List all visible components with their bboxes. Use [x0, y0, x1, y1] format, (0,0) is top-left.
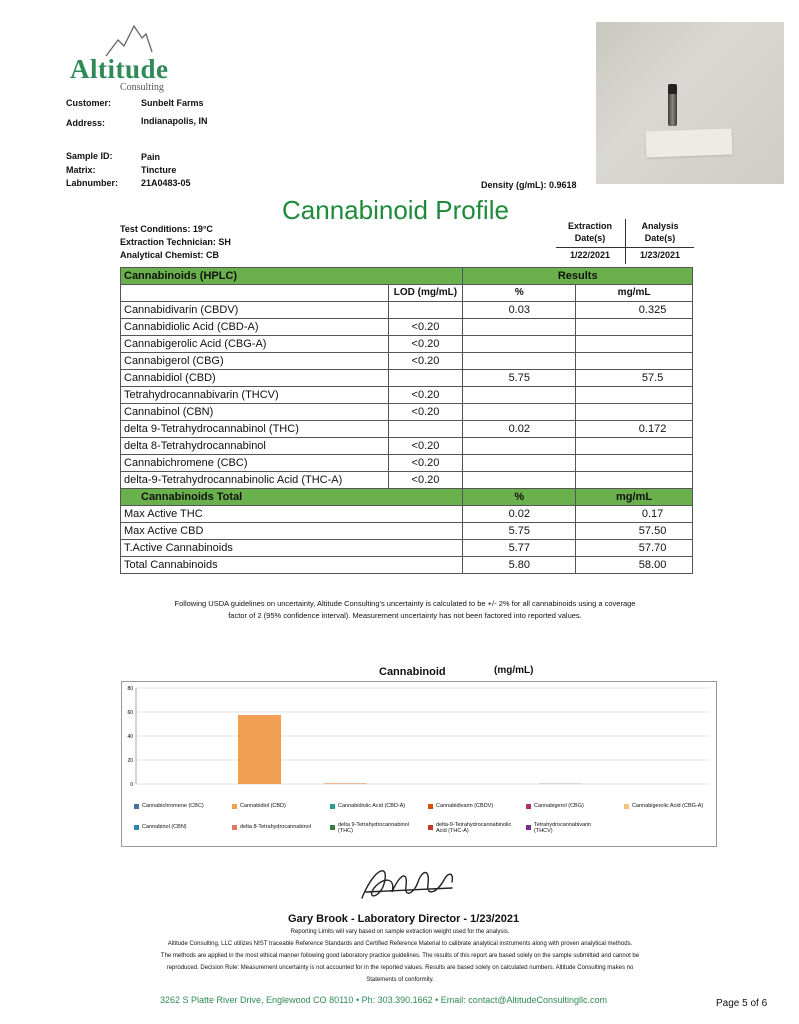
row-lod: <0.20: [388, 387, 463, 404]
row-name: Cannabidiol (CBD): [121, 370, 389, 387]
table-row: [121, 472, 693, 489]
footer-line5: Statements of conformity.: [366, 977, 434, 983]
legend-label-line2: (THC): [338, 828, 353, 834]
totals-pct: 5.77: [463, 540, 576, 557]
footer-line1: Reporting Limits will vary based on sample extraction weight used for the analysis.: [290, 929, 510, 935]
row-mg: [576, 455, 693, 472]
totals-row: [121, 506, 693, 523]
legend-label: [142, 803, 204, 809]
footer-line3: The methods are applied in the most ethical manner following good laboratory practice guidelines. The results of this report are based solely on the sample submitted and cannot be: [160, 953, 640, 959]
test-conditions: Test Conditions: 19°C: [120, 224, 213, 234]
labnumber-value: 21A0483-05: [141, 178, 191, 188]
density: Density (g/mL): 0.9618: [481, 180, 577, 190]
legend-label-line1: Cannabinol (CBN): [142, 824, 187, 830]
y-tick-label: 80: [127, 686, 133, 692]
totals-row: [121, 557, 693, 574]
extraction-date-label: [556, 221, 624, 243]
column-header-row: [121, 285, 693, 302]
page-number: Page 5 of 6: [716, 998, 768, 1009]
col-mg-header: mg/mL: [576, 285, 693, 302]
row-mg: 57.5: [576, 370, 693, 387]
dates-divider-v: [625, 219, 626, 264]
legend-swatch: [624, 804, 629, 809]
row-mg: [576, 472, 693, 489]
analysis-date: 1/23/2021: [639, 250, 681, 260]
customer-label: Customer:: [66, 98, 112, 108]
matrix-label: Matrix:: [66, 165, 96, 175]
legend-label-line1: delta-9-Tetrahydrocannabinolic: [436, 822, 512, 828]
analysis-label-line2: Date(s): [644, 233, 676, 243]
row-pct: [463, 353, 576, 370]
row-name: Tetrahydrocannabivarin (THCV): [121, 387, 389, 404]
totals-row: [121, 523, 693, 540]
bar: [238, 715, 281, 784]
extraction-label-line2: Date(s): [574, 233, 606, 243]
row-mg: [576, 319, 693, 336]
footer-address: 3262 S Platte River Drive, Englewood CO 80110 • Ph: 303.390.1662 • Email: contact@AltitudeConsultingllc.com: [160, 995, 608, 1005]
legend-label: [436, 803, 493, 809]
company-logo: [66, 22, 176, 92]
footer-line4: reproduced. Decision Rule: Measurement uncertainty is not accounted for in the reported values. Results are based solely on calculated numbers. Altitude Consulting makes no: [166, 965, 634, 971]
row-mg: [576, 438, 693, 455]
legend-swatch: [232, 804, 237, 809]
legend-label: [338, 803, 405, 809]
legend-swatch: [428, 804, 433, 809]
row-pct: [463, 387, 576, 404]
row-name: delta 9-Tetrahydrocannabinol (THC): [121, 421, 389, 438]
table-body: [121, 302, 693, 489]
totals-body: [121, 506, 693, 574]
dates-divider-h: [556, 247, 694, 248]
legend-label: [142, 824, 187, 830]
photo-label-card: [646, 129, 733, 158]
legend-label-line1: Cannabidivarin (CBDV): [436, 803, 494, 809]
table-header-row: [121, 268, 693, 285]
row-name: Cannabigerolic Acid (CBG-A): [121, 336, 389, 353]
row-lod: <0.20: [388, 438, 463, 455]
totals-pct-header: %: [463, 489, 576, 506]
extraction-technician: Extraction Technician: SH: [120, 237, 231, 247]
legend-label-line1: Tetrahydrocannabivarin: [534, 822, 592, 828]
row-pct: [463, 336, 576, 353]
analysis-label-line1: Analysis: [641, 221, 679, 231]
table-row: [121, 387, 693, 404]
row-lod: <0.20: [388, 404, 463, 421]
row-pct: [463, 404, 576, 421]
y-tick-label: 40: [127, 734, 133, 740]
footer-disclaimer: [90, 926, 710, 986]
totals-pct: 5.75: [463, 523, 576, 540]
row-pct: [463, 438, 576, 455]
row-mg: [576, 404, 693, 421]
table-row: [121, 404, 693, 421]
legend-label-line1: Cannabidiol (CBD): [240, 803, 286, 809]
table-row: [121, 438, 693, 455]
mountain-icon: [104, 22, 154, 58]
y-tick-label: 20: [127, 758, 133, 764]
totals-name: Total Cannabinoids: [121, 557, 463, 574]
row-name: delta 8-Tetrahydrocannabinol: [121, 438, 389, 455]
row-name: Cannabinol (CBN): [121, 404, 389, 421]
logo-sub: Consulting: [120, 82, 164, 93]
hplc-header: Cannabinoids (HPLC): [121, 268, 463, 285]
legend-label-line1: Cannabichromene (CBC): [142, 803, 204, 809]
labnumber-label: Labnumber:: [66, 178, 119, 188]
address-label: Address:: [66, 118, 106, 128]
row-pct: 5.75: [463, 370, 576, 387]
legend-label: [436, 822, 511, 834]
logo-name: Altitude: [70, 54, 169, 84]
signature-mark: [356, 858, 466, 906]
legend-label-line1: delta 9-Tetrahydrocannabinol: [338, 822, 409, 828]
totals-header-row: [121, 489, 693, 506]
row-lod: [388, 302, 463, 319]
row-lod: [388, 421, 463, 438]
totals-name: Max Active CBD: [121, 523, 463, 540]
row-pct: 0.03: [463, 302, 576, 319]
row-lod: [388, 370, 463, 387]
legend-swatch: [526, 825, 531, 830]
row-mg: [576, 387, 693, 404]
footer-line2: Altitude Consulting, LLC utilizes NIST traceable Reference Standards and Certified Reference Material to calibrate analytical instruments along with proven analytical methods.: [167, 941, 633, 947]
row-pct: [463, 472, 576, 489]
totals-mg: 0.17: [576, 506, 693, 523]
legend-label: [534, 803, 584, 809]
row-lod: <0.20: [388, 353, 463, 370]
row-mg: [576, 336, 693, 353]
analysis-date-label: [626, 221, 694, 243]
table-row: [121, 319, 693, 336]
y-tick-label: 60: [127, 710, 133, 716]
legend-swatch: [330, 825, 335, 830]
legend-label-line1: delta 8-Tetrahydrocannabinol: [240, 824, 311, 830]
legend-swatch: [232, 825, 237, 830]
legend-label-line1: Cannabigerol (CBG): [534, 803, 584, 809]
table-row: [121, 336, 693, 353]
totals-row: [121, 540, 693, 557]
row-name: delta-9-Tetrahydrocannabinolic Acid (THC-A): [121, 472, 389, 489]
chart-unit: (mg/mL): [494, 665, 534, 676]
totals-mg: 57.50: [576, 523, 693, 540]
y-tick-label: 0: [130, 782, 133, 788]
legend-label-line2: Acid (THC-A): [436, 828, 469, 834]
address-value: Indianapolis, IN: [141, 116, 208, 126]
row-mg: [576, 353, 693, 370]
legend-label: [632, 803, 703, 809]
row-pct: [463, 455, 576, 472]
row-mg: 0.172: [576, 421, 693, 438]
legend-label: [338, 822, 409, 834]
row-lod: <0.20: [388, 319, 463, 336]
matrix-value: Tincture: [141, 165, 177, 175]
totals-mg: 58.00: [576, 557, 693, 574]
table-row: [121, 455, 693, 472]
col-pct-header: %: [463, 285, 576, 302]
legend-swatch: [134, 825, 139, 830]
sample-photo: [596, 22, 784, 184]
legend-swatch: [330, 804, 335, 809]
legend-swatch: [526, 804, 531, 809]
totals-mg-header: mg/mL: [576, 489, 693, 506]
bar-chart: [122, 682, 716, 792]
results-header: Results: [463, 268, 693, 285]
row-lod: <0.20: [388, 455, 463, 472]
legend-label: [534, 822, 591, 834]
photo-vial-cap: [668, 84, 677, 94]
table-row: [121, 353, 693, 370]
col-name-header: [121, 285, 389, 302]
legend-label: [240, 803, 286, 809]
customer-value: Sunbelt Farms: [141, 98, 204, 108]
uncertainty-note-line1: Following USDA guidelines on uncertainty, Altitude Consulting's uncertainty is calculated to be +/- 2% for all cannabinoids using a coverage: [174, 599, 636, 608]
chart-frame: [121, 681, 717, 847]
totals-pct: 0.02: [463, 506, 576, 523]
row-name: Cannabigerol (CBG): [121, 353, 389, 370]
totals-name: T.Active Cannabinoids: [121, 540, 463, 557]
row-pct: 0.02: [463, 421, 576, 438]
col-lod-header: LOD (mg/mL): [388, 285, 463, 302]
report-title: Cannabinoid Profile: [282, 195, 509, 225]
totals-header: Cannabinoids Total: [121, 489, 463, 506]
cannabinoid-table: [120, 267, 693, 574]
uncertainty-note-line2: factor of 2 (95% confidence interval). Measurement uncertainty has not been factored into reported values.: [228, 611, 582, 620]
row-name: Cannabichromene (CBC): [121, 455, 389, 472]
totals-name: Max Active THC: [121, 506, 463, 523]
sample-id-value: Pain: [141, 152, 161, 162]
legend-swatch: [428, 825, 433, 830]
table-row: [121, 302, 693, 319]
legend-swatch: [134, 804, 139, 809]
table-row: [121, 421, 693, 438]
extraction-label-line1: Extraction: [567, 221, 612, 231]
legend-label-line1: Cannabigerolic Acid (CBG-A): [632, 803, 704, 809]
extraction-date: 1/22/2021: [569, 250, 611, 260]
row-lod: <0.20: [388, 336, 463, 353]
legend-label: [240, 824, 311, 830]
row-lod: <0.20: [388, 472, 463, 489]
sample-id-label: Sample ID:: [66, 151, 113, 161]
row-mg: 0.325: [576, 302, 693, 319]
legend-label-line2: (THCV): [534, 828, 553, 834]
table-row: [121, 370, 693, 387]
row-pct: [463, 319, 576, 336]
totals-pct: 5.80: [463, 557, 576, 574]
analytical-chemist: Analytical Chemist: CB: [120, 250, 220, 260]
signature-name: Gary Brook - Laboratory Director - 1/23/2021: [288, 913, 520, 925]
totals-mg: 57.70: [576, 540, 693, 557]
legend-label-line1: Cannabidiolic Acid (CBD-A): [338, 803, 406, 809]
chart-title: Cannabinoid: [379, 666, 446, 678]
row-name: Cannabidiolic Acid (CBD-A): [121, 319, 389, 336]
row-name: Cannabidivarin (CBDV): [121, 302, 389, 319]
